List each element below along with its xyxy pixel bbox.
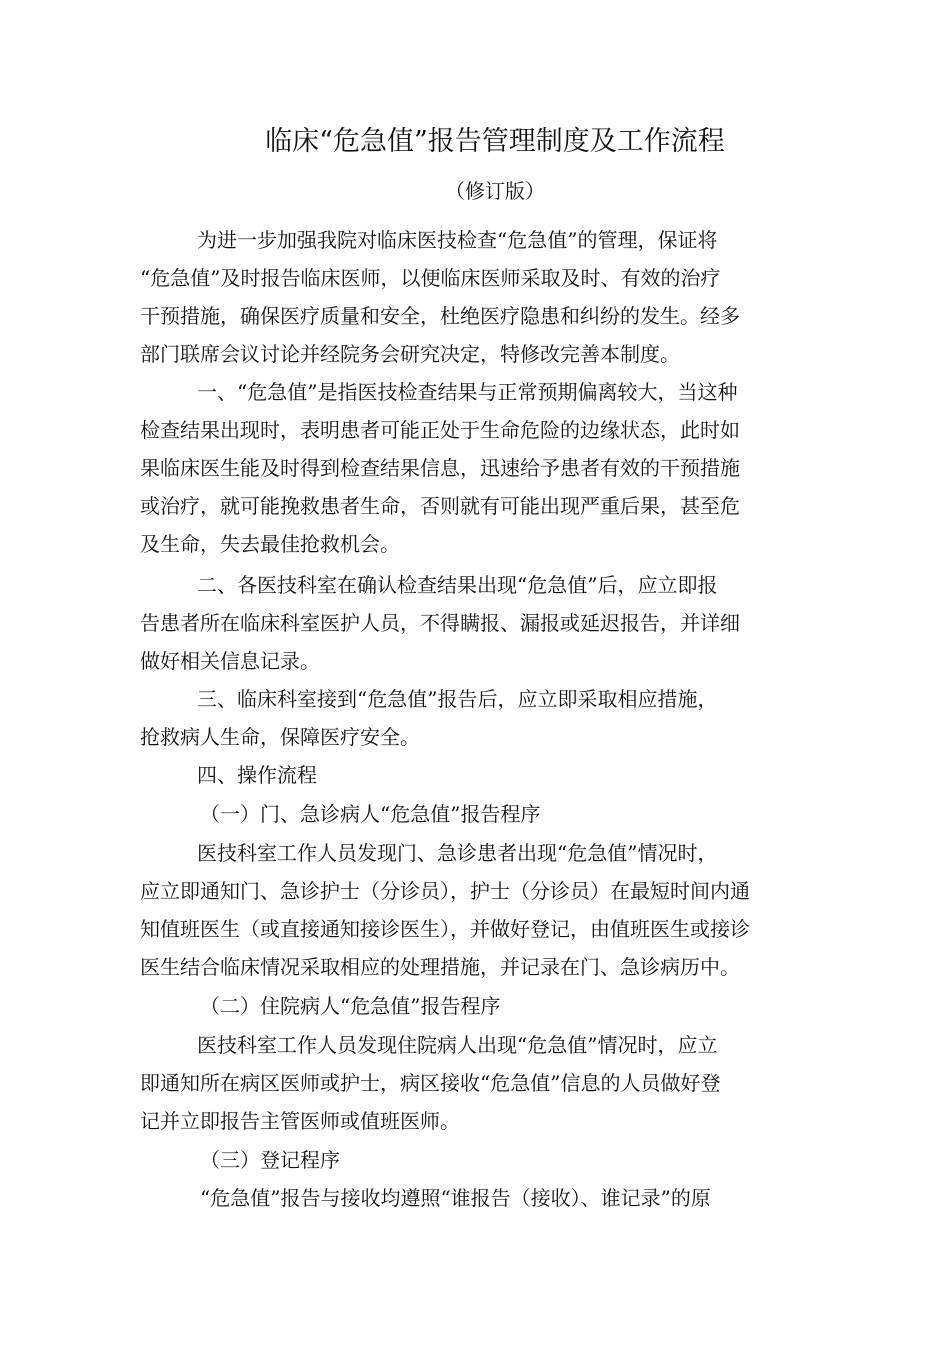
paragraph-line: 医生结合临床情况采取相应的处理措施，并记录在门、急诊病历中。 — [140, 955, 740, 979]
paragraph-line: “危急值”报告与接收均遵照“谁报告（接收）、谁记录”的原 — [200, 1186, 711, 1210]
paragraph-line: 及生命，失去最佳抢救机会。 — [140, 532, 400, 556]
paragraph-line: “危急值”及时报告临床医师，以便临床医师采取及时、有效的治疗 — [140, 266, 721, 290]
subsection-heading: （二）住院病人“危急值”报告程序 — [200, 994, 501, 1018]
paragraph-line: 果临床医生能及时得到检查结果信息，迅速给予患者有效的干预措施 — [140, 456, 740, 480]
paragraph-line: 医技科室工作人员发现门、急诊患者出现“危急值”情况时， — [197, 841, 718, 865]
paragraph-line: 二、各医技科室在确认检查结果出现“危急值”后，应立即报 — [197, 573, 718, 597]
paragraph-line: 应立即通知门、急诊护士（分诊员），护士（分诊员）在最短时间内通 — [140, 879, 750, 903]
paragraph-line: 抢救病人生命，保障医疗安全。 — [140, 725, 420, 749]
section-heading: 四、操作流程 — [197, 763, 317, 787]
paragraph-line: 或治疗，就可能挽救患者生命，否则就有可能出现严重后果，甚至危 — [140, 494, 740, 518]
subsection-heading: （一）门、急诊病人“危急值”报告程序 — [200, 802, 541, 826]
paragraph-line: 即通知所在病区医师或护士，病区接收“危急值”信息的人员做好登 — [140, 1071, 721, 1095]
paragraph-line: 为进一步加强我院对临床医技检查“危急值”的管理，保证将 — [197, 228, 718, 252]
subsection-heading: （三）登记程序 — [200, 1148, 340, 1172]
paragraph-line: 知值班医生（或直接通知接诊医生），并做好登记，由值班医生或接诊 — [140, 917, 750, 941]
paragraph-line: 三、临床科室接到“危急值”报告后，应立即采取相应措施， — [197, 687, 718, 711]
document-subtitle: （修订版） — [445, 179, 545, 203]
paragraph-line: 做好相关信息记录。 — [140, 649, 320, 673]
paragraph-line: 干预措施，确保医疗质量和安全，杜绝医疗隐患和纠纷的发生。经多 — [140, 304, 740, 328]
paragraph-line: 部门联席会议讨论并经院务会研究决定，特修改完善本制度。 — [140, 342, 680, 366]
paragraph-line: 记并立即报告主管医师或值班医师。 — [140, 1109, 460, 1133]
paragraph-line: 告患者所在临床科室医护人员，不得瞒报、漏报或延迟报告，并详细 — [140, 611, 740, 635]
paragraph-line: 检查结果出现时，表明患者可能正处于生命危险的边缘状态，此时如 — [140, 418, 740, 442]
paragraph-line: 一、“危急值”是指医技检查结果与正常预期偏离较大，当这种 — [197, 380, 738, 404]
paragraph-line: 医技科室工作人员发现住院病人出现“危急值”情况时，应立 — [197, 1033, 718, 1057]
document-title: 临床“危急值”报告管理制度及工作流程 — [265, 126, 725, 157]
